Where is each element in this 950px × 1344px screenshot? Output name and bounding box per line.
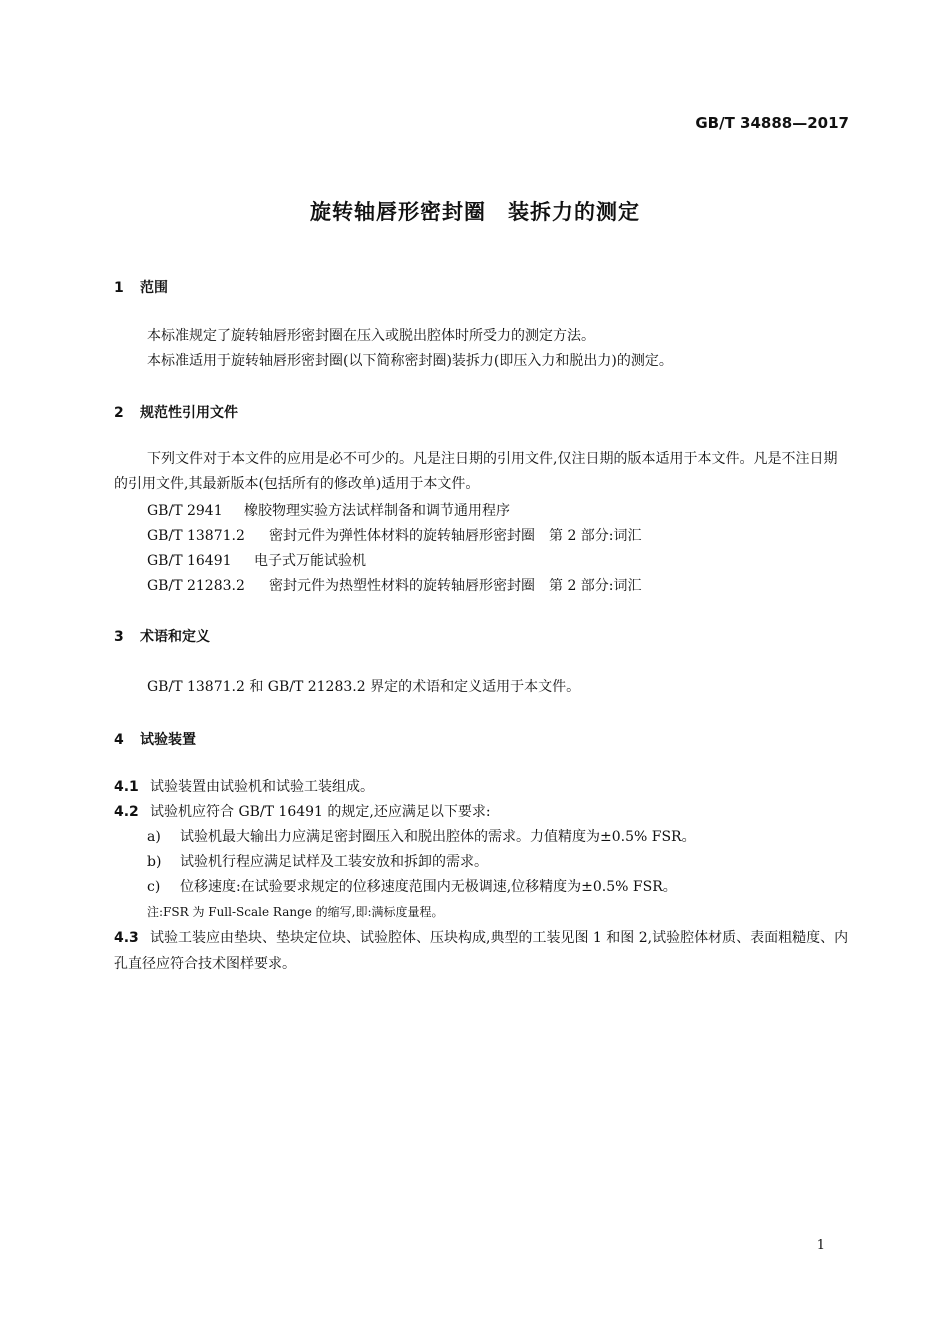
list-text: 位移速度:在试验要求规定的位移速度范围内无极调速,位移精度为±0.5% FSR。	[180, 879, 677, 895]
standard-code: GB/T 34888—2017	[695, 114, 849, 132]
clause-4-2	[114, 801, 491, 821]
clause-4-3	[114, 925, 849, 977]
section-number: 4	[114, 732, 124, 748]
reference-code: GB/T 13871.2	[147, 528, 245, 544]
note: 注:FSR 为 Full-Scale Range 的缩写,即:满标度量程。	[147, 905, 444, 919]
list-item	[147, 826, 696, 846]
list-text: 试验机行程应满足试样及工装安放和拆卸的需求。	[180, 854, 488, 870]
section-4-heading	[114, 729, 196, 749]
section-title: 规范性引用文件	[140, 405, 238, 421]
reference-item	[147, 525, 642, 545]
reference-title: 密封元件为弹性体材料的旋转轴唇形密封圈 第 2 部分:词汇	[269, 528, 642, 544]
clause-number: 4.2	[114, 804, 139, 820]
list-label: b)	[147, 854, 162, 870]
list-text: 试验机最大输出力应满足密封圈压入和脱出腔体的需求。力值精度为±0.5% FSR。	[180, 829, 696, 845]
clause-number: 4.1	[114, 779, 139, 795]
paragraph: 本标准适用于旋转轴唇形密封圈(以下简称密封圈)装拆力(即压入力和脱出力)的测定。	[147, 353, 673, 369]
paragraph: 下列文件对于本文件的应用是必不可少的。凡是注日期的引用文件,仅注日期的版本适用于本文件。凡是不注日期的引用文件,其最新版本(包括所有的修改单)适用于本文件。	[114, 451, 838, 492]
section-number: 2	[114, 405, 124, 421]
clause-text: 试验工装应由垫块、垫块定位块、试验腔体、压块构成,典型的工装见图 1 和图 2,试验腔体材质、表面粗糙度、内孔直径应符合技术图样要求。	[114, 930, 849, 972]
clause-text: 试验装置由试验机和试验工装组成。	[150, 779, 374, 795]
section-2-heading	[114, 402, 238, 422]
section-number: 1	[114, 280, 124, 296]
clause-number: 4.3	[114, 930, 139, 946]
reference-item	[147, 575, 642, 595]
reference-code: GB/T 21283.2	[147, 578, 245, 594]
page-number: 1	[816, 1238, 825, 1253]
section-title: 范围	[140, 280, 168, 296]
reference-title: 密封元件为热塑性材料的旋转轴唇形密封圈 第 2 部分:词汇	[269, 578, 642, 594]
reference-title: 橡胶物理实验方法试样制备和调节通用程序	[244, 503, 510, 519]
clause-4-1	[114, 776, 374, 796]
section-1-heading	[114, 277, 168, 297]
list-label: c)	[147, 879, 161, 895]
list-item	[147, 851, 488, 871]
reference-title: 电子式万能试验机	[254, 553, 366, 569]
reference-item	[147, 550, 366, 570]
clause-text: 试验机应符合 GB/T 16491 的规定,还应满足以下要求:	[150, 804, 491, 820]
section-number: 3	[114, 629, 124, 645]
list-item	[147, 876, 677, 896]
reference-code: GB/T 16491	[147, 553, 232, 569]
paragraph: 本标准规定了旋转轴唇形密封圈在压入或脱出腔体时所受力的测定方法。	[147, 328, 595, 344]
page-title: 旋转轴唇形密封圈 装拆力的测定	[310, 200, 640, 224]
reference-item	[147, 500, 510, 520]
reference-code: GB/T 2941	[147, 503, 223, 519]
section-title: 试验装置	[140, 732, 196, 748]
paragraph: GB/T 13871.2 和 GB/T 21283.2 界定的术语和定义适用于本文件。	[147, 679, 581, 695]
list-label: a)	[147, 829, 161, 845]
section-title: 术语和定义	[140, 629, 210, 645]
section-3-heading	[114, 626, 210, 646]
